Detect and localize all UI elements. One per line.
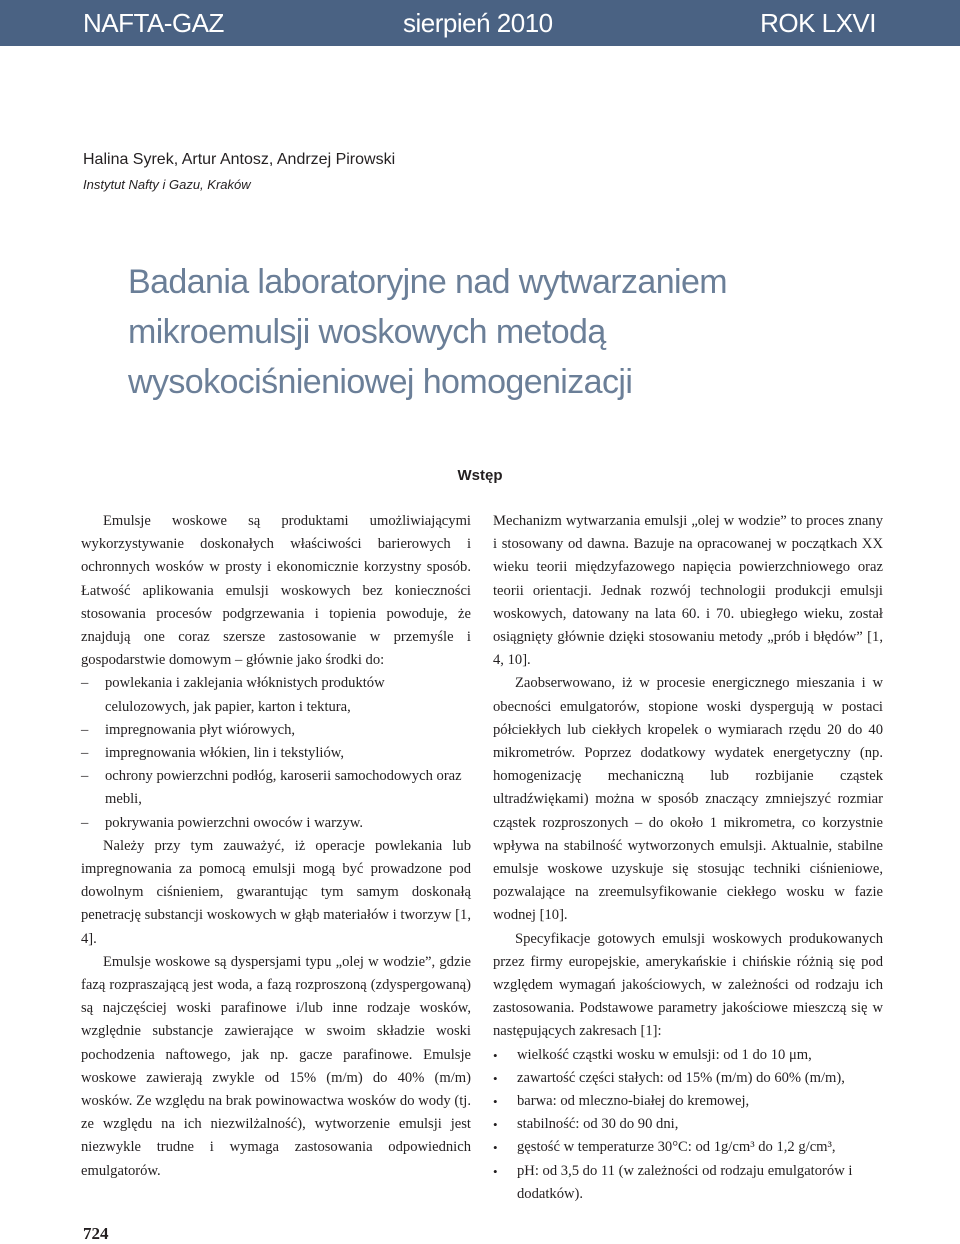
- paragraph: Emulsje woskowe są dyspersjami typu „olej w wodzie”, gdzie fazą rozpraszającą jest woda, a fazą rozproszoną (zdyspergowaną) są najczęściej woski parafinowe i/lub inne rodzaje wosków, względnie substancje zawierające w swoim składzie woski pochodzenia naftowego, jak np. gacze parafinowe. Emulsje woskowe zawierają zwykle od 15% (m/m) do 40% (m/m) wosków. Ze względu na brak powinowactwa wosków do wody (tj. ze względu na ich niezwilżalność), wytworzenie emulsji jest niezwykle trudne i wymaga zastosowania odpowiednich emulgatorów.: [81, 953, 471, 1179]
- list-item-text: pH: od 3,5 do 11 (w zależności od rodzaju emulgatorów i dodatków).: [517, 1162, 853, 1202]
- list-item: [493, 1160, 883, 1206]
- list-item: [81, 672, 471, 718]
- list-item-text: impregnowania płyt wiórowych,: [105, 721, 296, 738]
- list-item: [493, 1044, 883, 1067]
- section-heading: Wstęp: [457, 467, 503, 484]
- list-item: [493, 1067, 883, 1090]
- bullet-marker: •: [493, 1140, 498, 1156]
- dash-marker: –: [81, 745, 89, 762]
- paragraph: Emulsje woskowe są produktami umożliwiającymi wykorzystywanie doskonałych właściwości barierowych i ochronnych wosków w prosty i ekonomicznie korzystny sposób. Łatwość aplikowania emulsji woskowych bez konieczności stosowania procesów podgrzewania i topienia powoduje, że znajdują one coraz szersze zastosowanie w przemyśle i gospodarstwie domowym – głównie jako środki do:: [81, 513, 471, 669]
- dash-marker: –: [81, 814, 89, 831]
- list-item-text: gęstość w temperaturze 30°C: od 1g/cm³ do 1,2 g/cm³,: [517, 1139, 836, 1156]
- author-list: Halina Syrek, Artur Antosz, Andrzej Pirowski: [83, 151, 396, 168]
- list-item-text: pokrywania powierzchni owoców i warzyw.: [105, 814, 364, 831]
- list-item-text: stabilność: od 30 do 90 dni,: [517, 1116, 679, 1133]
- list-item-text: impregnowania włókien, lin i tekstyliów,: [105, 745, 345, 762]
- bullet-marker: •: [493, 1047, 498, 1063]
- bullet-marker: •: [493, 1094, 498, 1110]
- list-item-text: wielkość cząstki wosku w emulsji: od 1 do 10 μm,: [517, 1046, 812, 1063]
- list-item-text: zawartość części stałych: od 15% (m/m) do 60% (m/m),: [517, 1069, 845, 1086]
- title-line: Badania laboratoryjne nad wytwarzaniem: [128, 263, 727, 301]
- paragraph: Specyfikacje gotowych emulsji woskowych produkowanych przez firmy europejskie, amerykańskie i chińskie różnią się pod względem wymagań jakościowych, w zależności od rodzaju ich zastosowania. Podstawowe parametry jakościowe mieszczą się w następujących zakresach [1]:: [493, 930, 883, 1040]
- list-item-text: barwa: od mleczno-białej do kremowej,: [517, 1093, 750, 1110]
- bullet-marker: •: [493, 1070, 498, 1086]
- list-item: [81, 812, 471, 835]
- application-list: [81, 672, 471, 834]
- right-column: [493, 510, 883, 1206]
- page-number: 724: [83, 1224, 109, 1243]
- issue-date: sierpień 2010: [403, 8, 553, 38]
- list-item: [493, 1113, 883, 1136]
- bullet-marker: •: [493, 1163, 498, 1179]
- author-affiliation: Instytut Nafty i Gazu, Kraków: [83, 177, 251, 192]
- dash-marker: –: [81, 721, 89, 738]
- journal-volume: ROK LXVI: [760, 8, 876, 38]
- quality-parameter-list: [493, 1044, 883, 1206]
- title-line: mikroemulsji woskowych metodą: [128, 313, 606, 351]
- journal-header-bar: [0, 0, 960, 46]
- dash-marker: –: [81, 675, 89, 692]
- paragraph: Zaobserwowano, iż w procesie energicznego mieszania i w obecności emulgatorów, stopione woski dyspergują w postaci półciekłych lub ciekłych kropelek o wymiarach rzędu 20 do 40 mikrometrów. Poprzez dodatkowy wydatek energetyczny (np. homogenizację mechaniczną lub rozbijanie cząstek ultradźwiękami) można w sposób znaczący zmniejszyć rozmiar cząstek rozproszonych – do około 1 mikrometra, co korzystnie wpływa na stabilność wytworzonych emulsji. Aktualnie, stabilne emulsje woskowe uzyskuje się stosując techniki ciśnieniowe, pozwalające na zreemulsyfikowanie ciekłego wosku w fazie wodnej [10].: [493, 675, 883, 924]
- list-item: [81, 742, 471, 765]
- paragraph: Mechanizm wytwarzania emulsji „olej w wodzie” to proces znany i stosowany od dawna. Bazuje na opracowanej w początkach XX wieku teorii międzyfazowego napięcia powierzchniowego oraz teorii orientacji. Jednak rozwój technologii produkcji emulsji woskowych, datowany na lata 60. i 70. ubiegłego wieku, został osiągnięty głównie dzięki stosowaniu metody „prób i błędów” [1, 4, 10].: [493, 513, 883, 669]
- bullet-marker: •: [493, 1117, 498, 1133]
- title-line: wysokociśnieniowej homogenizacji: [128, 363, 633, 401]
- journal-name: NAFTA-GAZ: [83, 8, 224, 38]
- list-item: [493, 1090, 883, 1113]
- list-item-text: ochrony powierzchni podłóg, karoserii samochodowych oraz mebli,: [105, 768, 462, 808]
- list-item: [493, 1136, 883, 1159]
- left-column: [81, 510, 471, 1183]
- list-item-text: powlekania i zaklejania włóknistych produktów celulozowych, jak papier, karton i tektura,: [105, 675, 385, 715]
- list-item: [81, 719, 471, 742]
- paragraph: Należy przy tym zauważyć, iż operacje powlekania lub impregnowania za pomocą emulsji mogą być prowadzone pod dowolnym ciśnieniem, gwarantując tym samym doskonałą penetrację substancji woskowych w głąb materiałów i tworzyw [1, 4].: [81, 837, 471, 947]
- list-item: [81, 765, 471, 811]
- article-title: [128, 257, 908, 407]
- dash-marker: –: [81, 768, 89, 785]
